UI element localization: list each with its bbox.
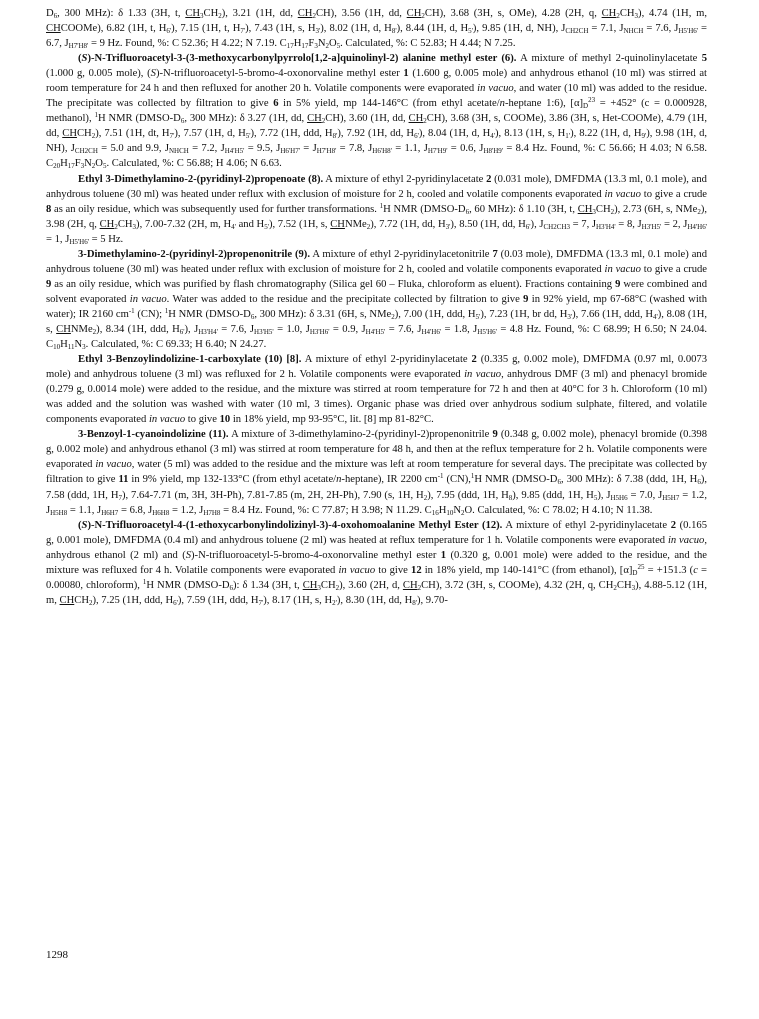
paragraph-body: A mixture of 3-dimethylamino-2-(pyridinyl-2)propenonitrile 9 (0.348 g, 0.002 mole), phenacyl bromide (0.398 g, 0.002 mole) and anhydrous ethanol (3 ml) was stirred at room temperature for 48 h, and then at the reflux temperature for 2 h. Volatile components were evaporated in vacuo, water (5 ml) was added to the residue and the mixture was left at room temperature for several days. The precipitate was collected by filtration to give 11 in 9% yield, mp 132-133°C (from ethyl acetate/n-heptane), IR 2200 $cm^{-1}$ (CN),$^1$H NMR ($DMSO-D_6$, 300 MHz): δ 7.38 (ddd, 1H, $H_6$), 7.58 (ddd, 1H, $H_7$), 7.64-7.71 (m, 3H, 3H-Ph), 7.81-7.85 (m, 2H, 2H-Ph), 7.90 (s, 1H, $H_2$), 7.95 (ddd, 1H, $H_8$), 9.85 (ddd, 1H, $H_5$), $J_{H5H6} = 7.0$, $J_{H5H7} = 1.2$, $J_{H5H8} = 1.1$, $J_{H6H7} = 6.8$, $J_{H6H8} = 1.2$, $J_{H7H8} = 8.4$ Hz. Found, %: C 77.87; H 3.98; N 11.29. $C_{16}H_{10}N_2O$. Calculated, %: C 78.02; H 4.10; N 11.38. bbox=[46, 429, 707, 517]
paragraph-compound-11 bbox=[46, 427, 707, 517]
paragraph-compound-10 bbox=[46, 352, 707, 427]
page-number: 1298 bbox=[46, 949, 68, 961]
paragraph-body: A mixture of ethyl 2-pyridinylacetate 2 (0.031 mole), DMFDMA (13.3 ml, 0.1 mole), and anhydrous toluene (30 ml) was heated under reflux with exclusion of moisture for 2 h, cooled and volatile components evaporated in vacuo to give a crude 8 as an oily residue, which was subsequently used for further transformations. $^1$H NMR ($DMSO-D_6$, 60 MHz): δ 1.10 (3H, t, $CH_3CH_2$), 2.73 (6H, s, NMe$_2$), 3.98 (2H, q, $CH_2CH_3$), 7.00-7.32 (2H, m, $H_{4'}$ and $H_{5'}$), 7.52 (1H, s, CHNMe$_2$), 7.72 (1H, dd, $H_{3'}$), 8.50 (1H, dd, $H_{6'}$), $J_{CH2CH3} = 7$, $J_{H3'H4'} = 8$, $J_{H3'H5'} = 2$, $J_{H4'H6'} = 1$, $J_{H5'H6'} = 5$ Hz. bbox=[46, 173, 707, 246]
compound-heading: (S)-N-Trifluoroacetyl-3-(3-methoxycarbonylpyrrolo[1,2-a]quinolinyl-2) alanine methyl ester (6). bbox=[78, 53, 517, 65]
paragraph-body: A mixture of methyl 2-quinolinylacetate 5 (1.000 g, 0.005 mole), (S)-N-trifluoroacetyl-5-bromo-4-oxonorvaline methyl ester 1 (1.600 g, 0.005 mole) and anhydrous ethanol (10 ml) was stirred at room temperature for 24 h and then refluxed for another 20 h. Volatile components were evaporated in vacuo, and water (10 ml) was added to the residue. The precipitate was collected by filtration to give 6 in 5% yield, mp 144-146°C (from ethyl acetate/n-heptane 1:6), $[\alpha]_D^{23} = +452^\circ$ (c = 0.000928, methanol), $^1$H NMR ($DMSO-D_6$, 300 MHz): δ 3.27 (1H, dd, $CH_2CH$), 3.60 (1H, dd, $CH_2CH$), 3.68 (3H, s, COOMe), 3.86 (3H, s, Het-COOMe), 4.79 (1H, dd, $CHCH_2$), 7.51 (1H, dt, $H_{7'}$), 7.57 (1H, d, $H_{5'}$), 7.72 (1H, ddd, $H_{8'}$), 7.92 (1H, dd, $H_{6'}$), 8.04 (1H, d, $H_{4'}$), 8.13 (1H, s, $H_{1'}$), 8.22 (1H, d, $H_{9'}$), 9.98 (1H, d, NH), $J_{CH2CH} = 5.0$ and 9.9, $J_{NHCH} = 7.2$, $J_{H4'H5'} = 9.5$, $J_{H6'H7'} = J_{H7'H8'} = 7.8$, $J_{H6'H8'} = 1.1$, $J_{H7'H9'} = 0.6$, $J_{H8'H9'} = 8.4$ Hz. Found, %: C 56.66; H 4.03; N 6.58. $C_{20}H_{17}F_3N_2O_5$. Calculated, %: C 56.88; H 4.06; N 6.63. bbox=[46, 53, 708, 171]
paragraph-body: A mixture of ethyl 2-pyridinylacetate 2 (0.335 g, 0.002 mole), DMFDMA (0.97 ml, 0.0073 mole) and anhydrous toluene (3 ml) was refluxed for 2 h. Volatile components were evaporated in vacuo, anhydrous DMF (3 ml) and phenacyl bromide (0.279 g, 0.0014 mole) were added to the residue, and the mixture was stirred at room temperature for 72 h and then at 40°C for 3 h. Chloroform (10 ml) was added and the solution was washed with water (10 ml, 3 times). Organic phase was dried over anhydrous sodium sulphate, filtered, and volatile components evaporated in vacuo to give 10 in 18% yield, mp 93-95°C, lit. [8] mp 81-82°C. bbox=[46, 354, 708, 426]
compound-heading: (S)-N-Trifluoroacetyl-4-(1-ethoxycarbonylindolizinyl-3)-4-oxohomoalanine Methyl Ester (12). bbox=[78, 519, 503, 531]
paragraph-compound-6 bbox=[46, 51, 707, 171]
compound-heading: 3-Dimethylamino-2-(pyridinyl-2)propenonitrile (9). bbox=[78, 248, 310, 260]
experimental-section bbox=[46, 6, 707, 608]
compound-heading: 3-Benzoyl-1-cyanoindolizine (11). bbox=[78, 429, 229, 441]
paragraph-nmr-continuation bbox=[46, 6, 707, 51]
paragraph-body: A mixture of ethyl 2-pyridinylacetate 2 (0.165 g, 0.001 mole), DMFDMA (0.4 ml) and anhydrous toluene (2 ml) was heated at reflux temperature for 1 h. Volatile components were evaporated in vacuo, anhydrous ethanol (2 ml) and (S)-N-trifluoroacetyl-5-bromo-4-oxonorvaline methyl ester 1 (0.320 g, 0.001 mole) were added to the residue, and the mixture was refluxed for 4 h. Volatile components were evaporated in vacuo to give 12 in 18% yield, mp 140-141°C (from ethanol), $[\alpha]_D^{25} = +151.3$ (c = 0.00080, chloroform), $^1$H NMR $(DMSO-D_6)$: δ 1.34 (3H, t, $CH_3CH_2$), 3.60 (2H, d, $CH_2CH$), 3.72 (3H, s, COOMe), 4.32 (2H, q, $CH_2CH_3$), 4.88-5.12 (1H, m, $CHCH_2$), 7.25 (1H, ddd, $H_{6'}$), 7.59 (1H, ddd, $H_{7'}$), 8.17 (1H, s, $H_{2'}$), 8.30 (1H, dd, $H_{8'}$), 9.70- bbox=[46, 519, 707, 607]
paragraph-compound-12 bbox=[46, 518, 707, 608]
paragraph-body: $D_6$, 300 MHz): δ 1.33 (3H, t, $CH_3CH_2$), 3.21 (1H, dd, $CH_2CH$), 3.56 (1H, dd, $CH_2CH$), 3.68 (3H, s, OMe), 4.28 (2H, q, $CH_2CH_3$), 4.74 (1H, m, CHCOOMe), 6.82 (1H, t, $H_{6'}$), 7.15 (1H, t, $H_{7'}$), 7.43 (1H, s, $H_{3'}$), 8.02 (1H, d, $H_{8'}$), 8.44 (1H, d, $H_{5'}$), 9.85 (1H, d, NH), $J_{CH2CH} = 7.1$, $J_{NHCH} = 7.6$, $J_{H5'H6'} = 6.7$, $J_{H7'H8'} = 9$ Hz. Found, %: C 52.36; H 4.22; N 7.19. $C_{17}H_{17}F_3N_2O_5$. Calculated, %: C 52.83; H 4.44; N 7.25. bbox=[46, 8, 708, 51]
paragraph-body: A mixture of ethyl 2-pyridinylacetonitrile 7 (0.03 mole), DMFDMA (13.3 ml, 0.1 mole) and anhydrous toluene (30 ml) was heated under reflux with exclusion of moisture for 2 h, cooled and volatile components evaporated in vacuo to give a crude 9 as an oily residue, which was purified by flash chromatography (Silica gel 60 – Fluka, chloroform as eluent). Fractions containing 9 were combined and solvent evaporated in vacuo. Water was added to the residue and the precipitate collected by filtration to give 9 in 92% yield, mp 67-68°C (washed with water); IR 2160 $cm^{-1}$ (CN); $^1$H NMR ($DMSO-D_6$, 300 MHz): δ 3.31 (6H, s, NMe$_2$), 7.00 (1H, ddd, $H_{5'}$), 7.23 (1H, br dd, $H_{3'}$), 7.66 (1H, ddd, $H_{4'}$), 8.08 (1H, s, CHNMe$_2$), 8.34 (1H, ddd, $H_{6'}$), $J_{H3'H4'} = 7.6$, $J_{H3'H5'} = 1.0$, $J_{H3'H6'} = 0.9$, $J_{H4'H5'} = 7.6$, $J_{H4'H6'} = 1.8$, $J_{H5'H6'} = 4.8$ Hz. Found, %: C 68.99; H 6.50; N 24.04. $C_{10}H_{11}N_3$. Calculated, %: C 69.33; H 6.40; N 24.27. bbox=[46, 248, 708, 352]
compound-heading: Ethyl 3-Benzoylindolizine-1-carboxylate (10) [8]. bbox=[78, 354, 302, 366]
compound-heading: Ethyl 3-Dimethylamino-2-(pyridinyl-2)propenoate (8). bbox=[78, 173, 324, 185]
paragraph-compound-9 bbox=[46, 247, 707, 352]
paragraph-compound-8 bbox=[46, 172, 707, 247]
